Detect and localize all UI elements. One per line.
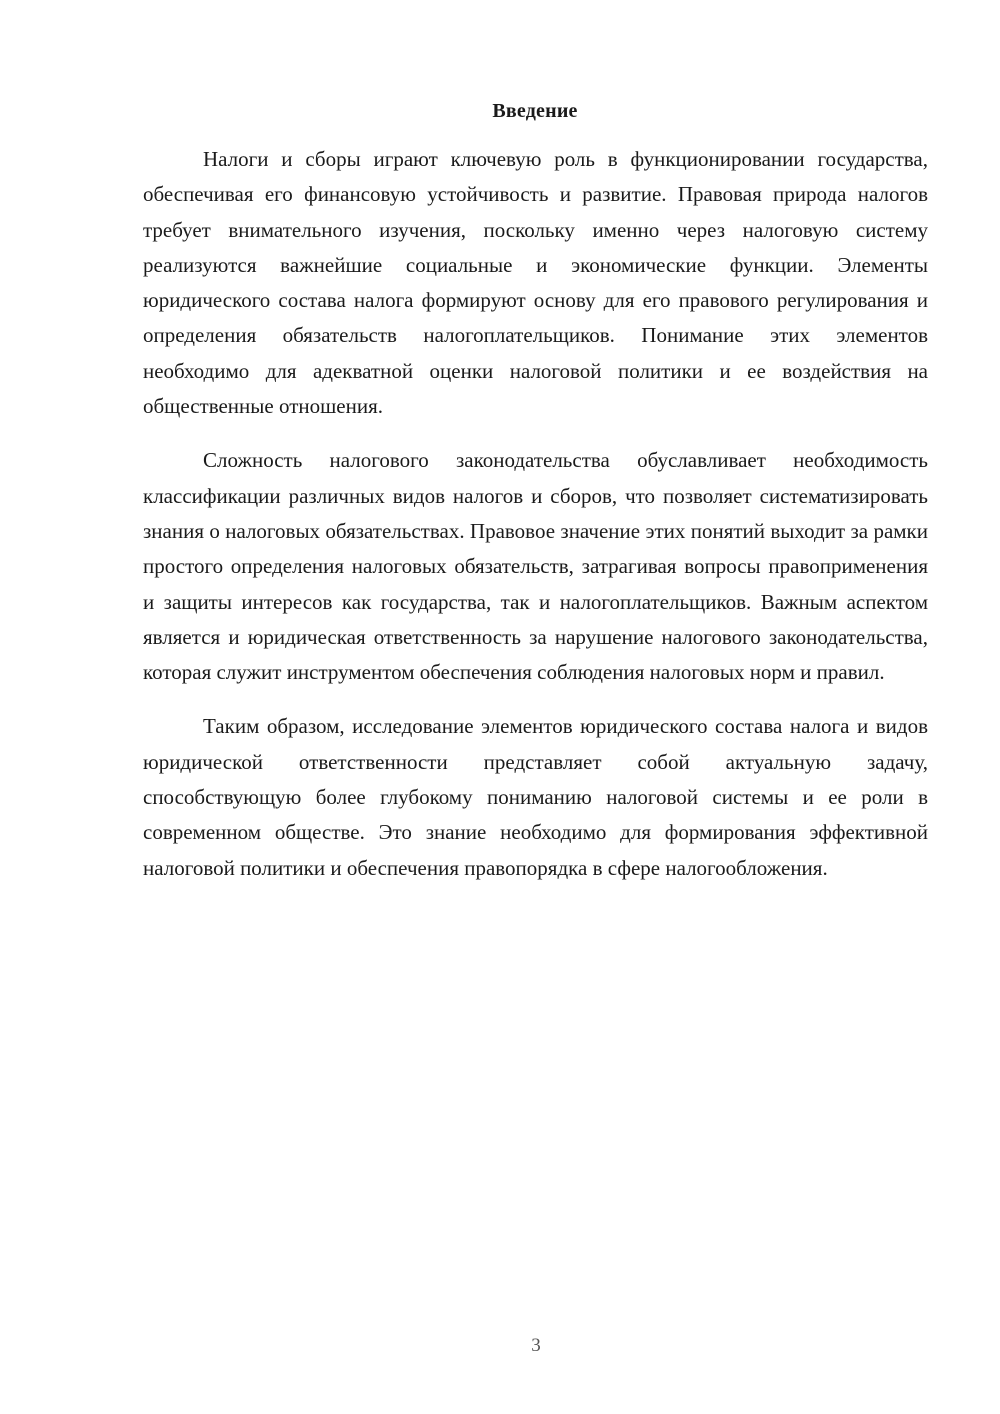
page-number: 3	[531, 1335, 541, 1356]
paragraph-3: Таким образом, исследование элементов юридического состава налога и видов юридической ответственности представляет собой актуальную задачу, способствующую более глубокому пониманию налоговой системы и ее роли в современном обществе. Это знание необходимо для формирования эффективной налоговой политики и обеспечения правопорядка в сфере налогообложения.	[143, 714, 928, 880]
paragraph-2: Сложность налогового законодательства обуславливает необходимость классификации различных видов налогов и сборов, что позволяет систематизировать знания о налоговых обязательствах. Правовое значение этих понятий выходит за рамки простого определения налоговых обязательств, затрагивая вопросы правоприменения и защиты интересов как государства, так и налогоплательщиков. Важным аспектом является и юридическая ответственность за нарушение налогового законодательства, которая служит инструментом обеспечения соблюдения налоговых норм и правил.	[143, 448, 928, 685]
document-body	[143, 142, 928, 886]
page-title: Введение	[492, 100, 578, 122]
paragraph-1: Налоги и сборы играют ключевую роль в функционировании государства, обеспечивая его финансовую устойчивость и развитие. Правовая природа налогов требует внимательного изучения, поскольку именно через налоговую систему реализуются важнейшие социальные и экономические функции. Элементы юридического состава налога формируют основу для его правового регулирования и определения обязательств налогоплательщиков. Понимание этих элементов необходимо для адекватной оценки налоговой политики и ее воздействия на общественные отношения.	[143, 147, 928, 419]
